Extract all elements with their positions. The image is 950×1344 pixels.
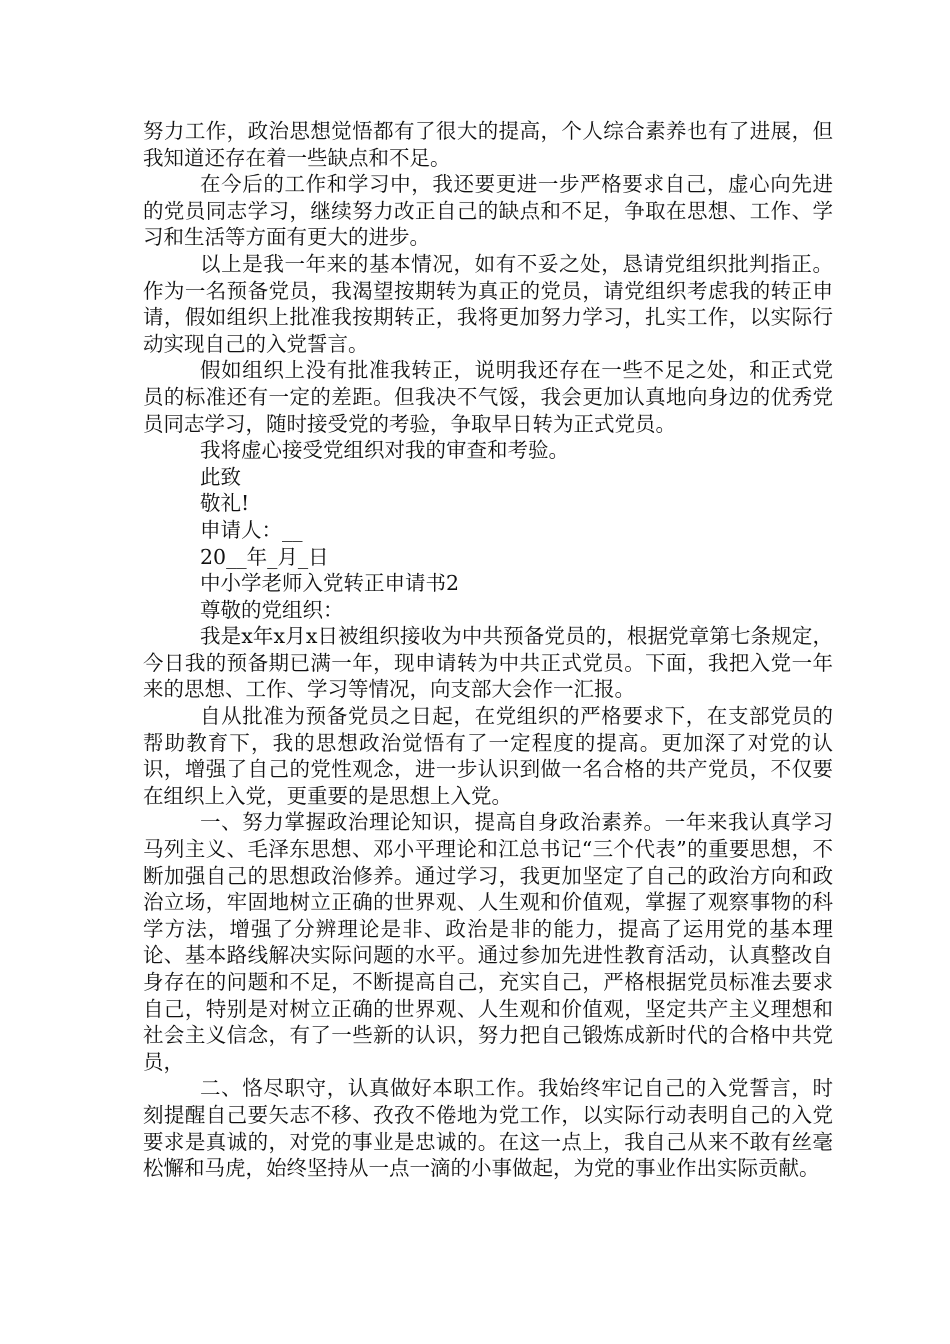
paragraph-since-approval: 自从批准为预备党员之日起，在党组织的严格要求下，在支部党员的帮助教育下，我的思想政治觉悟有了一定程度的提高。更加深了对党的认识，增强了自己的党性观念，进一步认识到做一名合格的共产党员，不仅要在组织上入党，更重要的是思想上入党。 xyxy=(143,704,833,808)
greeting: 尊敬的党组织： xyxy=(200,597,344,622)
closing-statement: 我将虚心接受党组织对我的审查和考验。 xyxy=(200,438,569,463)
paragraph-future-work: 在今后的工作和学习中，我还要更进一步严格要求自己，虚心向先进的党员同志学习，继续努力改正自己的缺点和不足，争取在思想、工作、学习和生活等方面有更大的进步。 xyxy=(143,172,833,250)
paragraph-political-theory: 一、努力掌握政治理论知识，提高自身政治素养。一年来我认真学习马列主义、毛泽东思想、邓小平理论和江总书记“三个代表”的重要思想，不断加强自己的思想政治修养。通过学习，我更加坚定了自己的政治方向和政治立场，牢固地树立正确的世界观、人生观和价值观，掌握了观察事物的科学方法，增强了分辨理论是非、政治是非的能力，提高了运用党的基本理论、基本路线解决实际问题的水平。通过参加先进性教育活动，认真整改自身存在的问题和不足，不断提高自己，充实自己，严格根据党员标准去要求自己，特别是对树立正确的世界观、人生观和价值观，坚定共产主义理想和社会主义信念，有了一些新的认识，努力把自己锻炼成新时代的合格中共党员， xyxy=(143,810,833,1074)
paragraph-duty: 二、恪尽职守，认真做好本职工作。我始终牢记自己的入党誓言，时刻提醒自己要矢志不移、孜孜不倦地为党工作，以实际行动表明自己的入党要求是真诚的，对党的事业是忠诚的。在这一点上，我自己从来不敢有丝毫松懈和马虎，始终坚持从一点一滴的小事做起，为党的事业作出实际贡献。 xyxy=(143,1076,833,1181)
application-date: 20__年_月_日 xyxy=(200,544,329,569)
paragraph-continued: 努力工作，政治思想觉悟都有了很大的提高，个人综合素养也有了进展，但我知道还存在着一些缺点和不足。 xyxy=(143,119,833,170)
closing-salutation: 此致 xyxy=(200,464,241,489)
paragraph-if-not-approved: 假如组织上没有批准我转正，说明我还存在一些不足之处，和正式党员的标准还有一定的差距。但我决不气馁，我会更加认真地向身边的优秀党员同志学习，随时接受党的考验，争取早日转为正式党员。 xyxy=(143,358,833,436)
section-title: 中小学老师入党转正申请书2 xyxy=(200,571,460,596)
applicant-signature: 申请人：__ xyxy=(200,517,303,542)
paragraph-summary: 以上是我一年来的基本情况，如有不妥之处，恳请党组织批判指正。作为一名预备党员，我渴望按期转为真正的党员，请党组织考虑我的转正申请，假如组织上批准我按期转正，我将更加努力学习，扎实工作，以实际行动实现自己的入党誓言。 xyxy=(143,251,833,356)
closing-respect: 敬礼! xyxy=(200,491,250,516)
paragraph-introduction: 我是x年x月x日被组织接收为中共预备党员的，根据党章第七条规定，今日我的预备期已满一年，现申请转为中共正式党员。下面，我把入党一年来的思想、工作、学习等情况，向支部大会作一汇报。 xyxy=(143,624,833,702)
document-body xyxy=(143,118,833,1182)
